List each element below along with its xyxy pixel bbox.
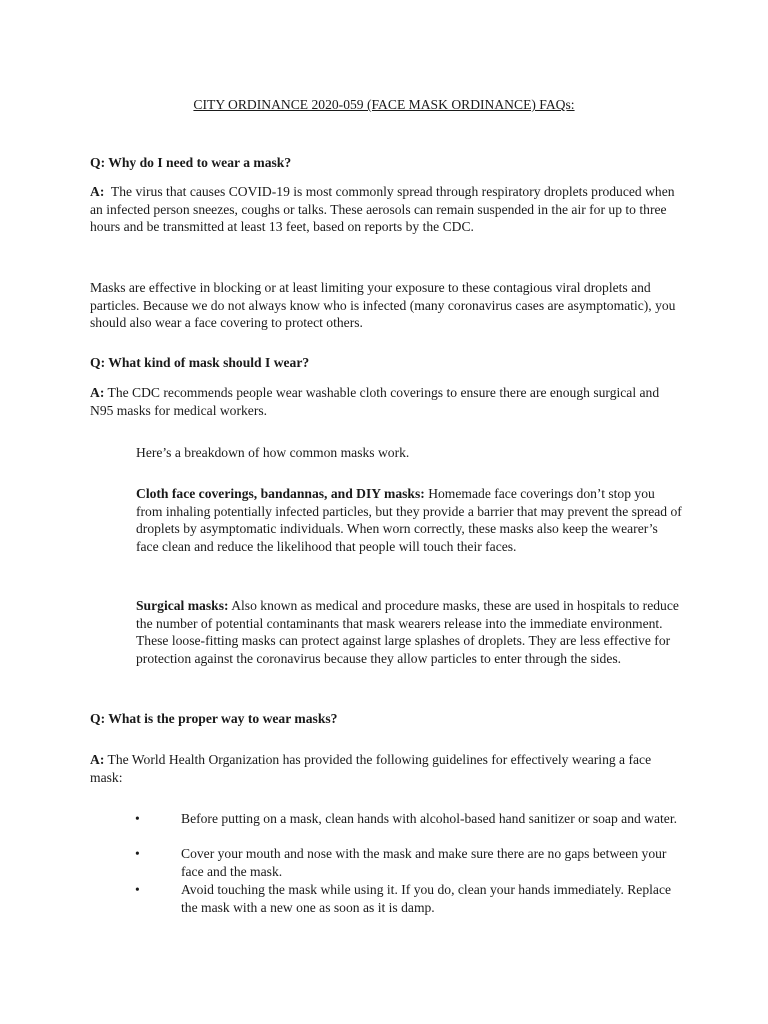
answer-3-text: The World Health Organization has provided the following guidelines for effectively wearing a face mask: [90, 752, 652, 785]
question-2: Q: What kind of mask should I wear? [90, 355, 310, 370]
cloth-masks-paragraph [136, 485, 682, 555]
question-3: Q: What is the proper way to wear masks? [90, 711, 338, 726]
cloth-masks-text: Homemade face coverings don’t stop you from inhaling potentially infected particles, but they provide a barrier that may prevent the spread of droplets by asymptomatic individuals. When worn correctly, these masks also keep the wearer’s face clean and reduce the likelihood that people will touch their faces. [136, 486, 682, 554]
answer-1-label: A: [90, 184, 105, 199]
list-item-text: Before putting on a mask, clean hands with alcohol-based hand sanitizer or soap and water. [181, 811, 678, 826]
list-item-text: Avoid touching the mask while using it. If you do, clean your hands immediately. Replace the mask with a new one as soon as it is damp. [181, 882, 672, 915]
page-title: CITY ORDINANCE 2020-059 (FACE MASK ORDINANCE) FAQs: [193, 97, 575, 112]
surgical-masks-label: Surgical masks: [136, 598, 229, 613]
answer-1 [90, 183, 682, 236]
bullet-icon: • [135, 882, 140, 897]
answer-2-label: A: [90, 385, 105, 400]
answer-2-text: The CDC recommends people wear washable cloth coverings to ensure there are enough surgical and N95 masks for medical workers. [90, 385, 660, 418]
breakdown-intro: Here’s a breakdown of how common masks work. [136, 445, 410, 460]
bullet-icon: • [135, 811, 140, 826]
cloth-masks-label: Cloth face coverings, bandannas, and DIY masks: [136, 486, 425, 501]
answer-1-paragraph-2: Masks are effective in blocking or at least limiting your exposure to these contagious viral droplets and particles. Because we do not always know who is infected (many coronavirus cases are asymptomatic), you should also wear a face covering to protect others. [90, 280, 676, 331]
surgical-masks-text: Also known as medical and procedure masks, these are used in hospitals to reduce the number of potential contaminants that mask wearers release into the immediate environment. These loose-fitting masks can protect against large splashes of droplets. They are less effective for protection against the coronavirus because they allow particles to enter through the sides. [136, 598, 679, 666]
answer-2 [90, 384, 682, 419]
answer-3-label: A: [90, 752, 105, 767]
surgical-masks-paragraph [136, 597, 682, 667]
list-item-text: Cover your mouth and nose with the mask and make sure there are no gaps between your face and the mask. [181, 846, 667, 879]
answer-3 [90, 751, 682, 786]
answer-1-text: The virus that causes COVID-19 is most commonly spread through respiratory droplets produced when an infected person sneezes, coughs or talks. These aerosols can remain suspended in the air for up to three hours and be transmitted at least 13 feet, based on reports by the CDC. [90, 184, 675, 235]
bullet-icon: • [135, 846, 140, 861]
question-1: Q: Why do I need to wear a mask? [90, 155, 292, 170]
